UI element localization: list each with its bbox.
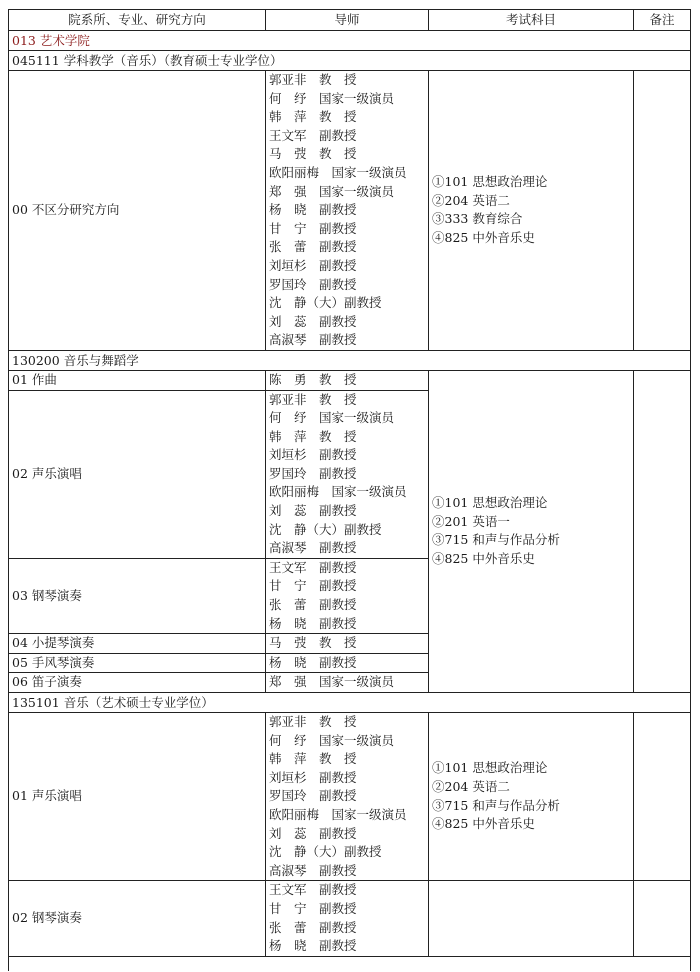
direction-name: 05 手风琴演奏 bbox=[9, 653, 266, 673]
tutor-entry: 高淑琴 副教授 bbox=[269, 862, 357, 878]
header-row bbox=[9, 10, 691, 31]
tutor-entry: 刘 蕊 副教授 bbox=[269, 313, 357, 329]
tutor-entry: 甘 宁 副教授 bbox=[269, 900, 357, 916]
program-title: 045111 学科教学（音乐）（教育硕士专业学位） bbox=[9, 51, 691, 71]
tutor-entry: 罗国玲 副教授 bbox=[269, 788, 357, 804]
exam-subject: ①101 思想政治理论 bbox=[432, 760, 548, 776]
tutor-entry: 王文军 副教授 bbox=[269, 127, 357, 143]
direction-name: 06 笛子演奏 bbox=[9, 673, 266, 693]
tutor-entry: 刘垣杉 副教授 bbox=[269, 447, 357, 463]
tutor-list bbox=[266, 713, 429, 881]
tutor-entry: 张 蕾 副教授 bbox=[269, 239, 357, 255]
direction-name: 02 声乐演唱 bbox=[9, 390, 266, 558]
tutor-list bbox=[266, 673, 429, 693]
tutor-entry: 沈 静（大）副教授 bbox=[269, 521, 382, 537]
tutor-entry: 欧阳丽梅 国家一级演员 bbox=[269, 484, 407, 500]
direction-row bbox=[9, 881, 691, 956]
exam-subject: ②201 英语一 bbox=[432, 513, 510, 529]
exam-subjects bbox=[429, 71, 634, 351]
tutor-entry: 张 蕾 副教授 bbox=[269, 597, 357, 613]
tutor-entry: 杨 晓 副教授 bbox=[269, 202, 357, 218]
tutor-entry: 郑 强 国家一级演员 bbox=[269, 674, 395, 690]
tutor-list bbox=[266, 71, 429, 351]
note-cell bbox=[634, 370, 691, 692]
direction-name: 01 作曲 bbox=[9, 370, 266, 390]
tutor-entry: 何 纾 国家一级演员 bbox=[269, 90, 395, 106]
tutor-entry: 欧阳丽梅 国家一级演员 bbox=[269, 806, 407, 822]
tutor-entry: 甘 宁 副教授 bbox=[269, 578, 357, 594]
exam-subject: ④825 中外音乐史 bbox=[432, 230, 535, 246]
program-title: 130200 音乐与舞蹈学 bbox=[9, 350, 691, 370]
exam-subject: ②204 英语二 bbox=[432, 779, 510, 795]
program-row bbox=[9, 693, 691, 713]
exam-subject: ①101 思想政治理论 bbox=[432, 495, 548, 511]
tutor-entry: 刘 蕊 副教授 bbox=[269, 825, 357, 841]
tutor-entry: 郭亚非 教 授 bbox=[269, 391, 357, 407]
tutor-entry: 高淑琴 副教授 bbox=[269, 332, 357, 348]
program-title: 135101 音乐（艺术硕士专业学位） bbox=[9, 693, 691, 713]
tutor-entry: 沈 静（大）副教授 bbox=[269, 295, 382, 311]
tutor-entry: 高淑琴 副教授 bbox=[269, 540, 357, 556]
tutor-list bbox=[266, 634, 429, 654]
tutor-entry: 陈 勇 教 授 bbox=[269, 371, 357, 387]
table-body bbox=[9, 31, 691, 971]
note-cell bbox=[634, 71, 691, 351]
tutor-entry: 韩 萍 教 授 bbox=[269, 428, 357, 444]
direction-name: 04 小提琴演奏 bbox=[9, 634, 266, 654]
header-dept: 院系所、专业、研究方向 bbox=[9, 10, 266, 31]
admissions-table bbox=[8, 9, 691, 971]
tutor-list bbox=[266, 370, 429, 390]
exam-subject: ②204 英语二 bbox=[432, 192, 510, 208]
direction-name: 01 声乐演唱 bbox=[9, 713, 266, 881]
tutor-list bbox=[266, 653, 429, 673]
direction-row bbox=[9, 71, 691, 351]
tutor-entry: 欧阳丽梅 国家一级演员 bbox=[269, 164, 407, 180]
exam-subject: ①101 思想政治理论 bbox=[432, 174, 548, 190]
tutor-entry: 张 蕾 副教授 bbox=[269, 919, 357, 935]
tutor-entry: 马 弢 教 授 bbox=[269, 635, 357, 651]
tutor-entry: 韩 萍 教 授 bbox=[269, 109, 357, 125]
tutor-entry: 杨 晓 副教授 bbox=[269, 615, 357, 631]
direction-name: 02 钢琴演奏 bbox=[9, 881, 266, 956]
tutor-entry: 沈 静（大）副教授 bbox=[269, 844, 382, 860]
exam-subjects bbox=[429, 713, 634, 881]
direction-row bbox=[9, 370, 691, 390]
college-title: 013 艺术学院 bbox=[9, 31, 691, 51]
tutor-entry: 郭亚非 教 授 bbox=[269, 714, 357, 729]
tutor-entry: 刘垣杉 副教授 bbox=[269, 769, 357, 785]
tutor-entry: 马 弢 教 授 bbox=[269, 146, 357, 162]
program-row bbox=[9, 51, 691, 71]
exam-subject: ③333 教育综合 bbox=[432, 211, 523, 227]
cut-cell bbox=[9, 956, 691, 971]
tutor-entry: 王文军 副教授 bbox=[269, 882, 357, 898]
exam-subject: ④825 中外音乐史 bbox=[432, 551, 535, 567]
tutor-entry: 杨 晓 副教授 bbox=[269, 654, 357, 670]
tutor-entry: 王文军 副教授 bbox=[269, 559, 357, 575]
tutor-list bbox=[266, 881, 429, 956]
exam-subjects-empty bbox=[429, 881, 634, 956]
header-tutor: 导师 bbox=[266, 10, 429, 31]
direction-name: 00 不区分研究方向 bbox=[9, 71, 266, 351]
college-row bbox=[9, 31, 691, 51]
tutor-entry: 杨 晓 副教授 bbox=[269, 938, 357, 954]
tutor-entry: 郑 强 国家一级演员 bbox=[269, 183, 395, 199]
direction-row bbox=[9, 713, 691, 881]
tutor-entry: 刘 蕊 副教授 bbox=[269, 503, 357, 519]
direction-name: 03 钢琴演奏 bbox=[9, 558, 266, 633]
cut-row bbox=[9, 956, 691, 971]
tutor-entry: 刘垣杉 副教授 bbox=[269, 257, 357, 273]
note-cell bbox=[634, 881, 691, 956]
header-note: 备注 bbox=[634, 10, 691, 31]
tutor-entry: 韩 萍 教 授 bbox=[269, 751, 357, 767]
exam-subject: ④825 中外音乐史 bbox=[432, 816, 535, 832]
tutor-entry: 罗国玲 副教授 bbox=[269, 276, 357, 292]
tutor-entry: 郭亚非 教 授 bbox=[269, 72, 357, 87]
tutor-entry: 何 纾 国家一级演员 bbox=[269, 732, 395, 748]
exam-subject: ③715 和声与作品分析 bbox=[432, 532, 560, 548]
note-cell bbox=[634, 713, 691, 881]
program-row bbox=[9, 350, 691, 370]
tutor-entry: 何 纾 国家一级演员 bbox=[269, 410, 395, 426]
tutor-entry: 罗国玲 副教授 bbox=[269, 465, 357, 481]
catalog-document bbox=[8, 9, 690, 971]
exam-subject: ③715 和声与作品分析 bbox=[432, 797, 560, 813]
tutor-list bbox=[266, 390, 429, 558]
tutor-list bbox=[266, 558, 429, 633]
tutor-entry: 甘 宁 副教授 bbox=[269, 220, 357, 236]
header-exam: 考试科目 bbox=[429, 10, 634, 31]
exam-subjects bbox=[429, 370, 634, 692]
